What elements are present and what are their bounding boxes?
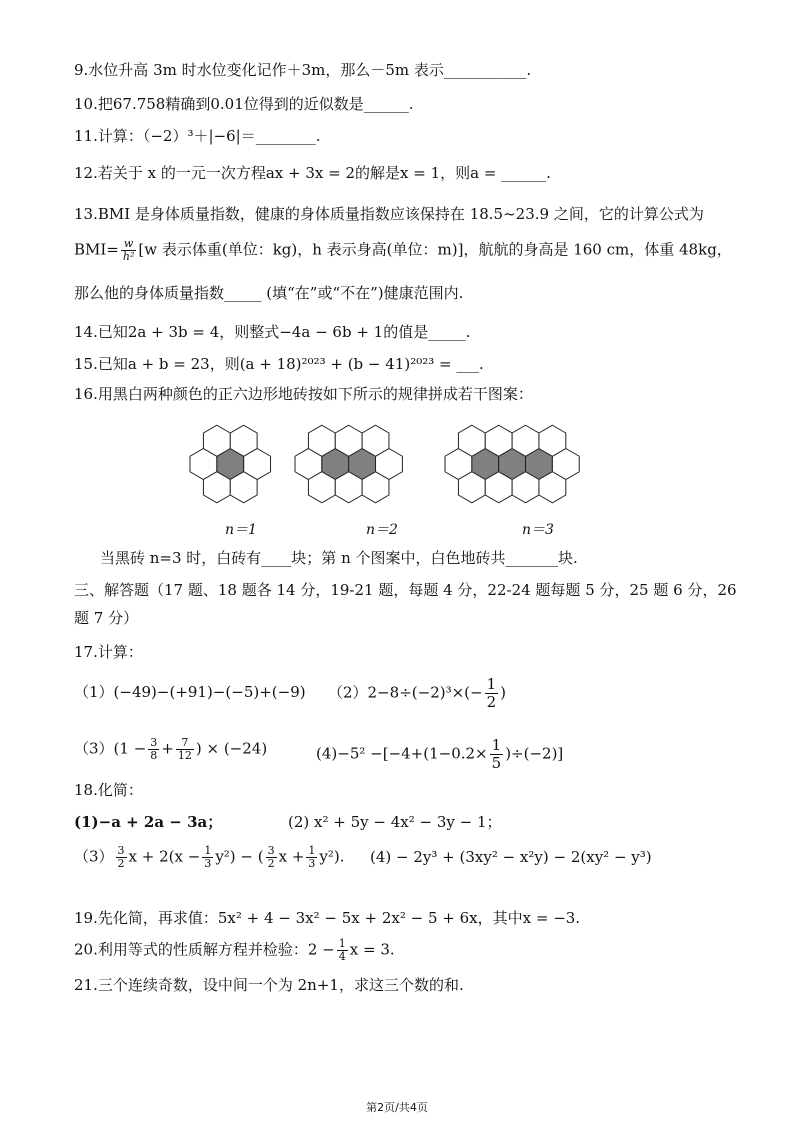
caption-n3: n＝3 bbox=[522, 522, 554, 538]
question-21: 21.三个连续奇数，设中间一个为 2n+1，求这三个数的和. bbox=[74, 976, 464, 994]
question-16-answer: 当黑砖 n=3 时，白砖有____块；第 n 个图案中，白色地砖共_______块. bbox=[100, 549, 578, 567]
caption-n2: n＝2 bbox=[366, 522, 398, 538]
q20-den: 4 bbox=[338, 950, 346, 963]
bmi-prefix: BMI= bbox=[74, 240, 119, 259]
q17-3-prefix: （3）(1 − bbox=[74, 739, 147, 758]
question-10: 10.把67.758精确到0.01位得到的近似数是______. bbox=[74, 95, 414, 113]
q18-3-p4: x + bbox=[278, 847, 305, 866]
question-13-line2 bbox=[74, 238, 734, 263]
q17-2-prefix: （2）2−8÷(−2)³×(− bbox=[328, 683, 483, 702]
q20-num: 1 bbox=[338, 937, 346, 950]
q18-3-p3: y²) − ( bbox=[215, 847, 264, 866]
q17-3-f1-num: 3 bbox=[150, 736, 158, 749]
q17-4-den: 5 bbox=[491, 754, 502, 772]
q18-3-p5: y²). bbox=[319, 847, 345, 866]
q17-4-suffix: )÷(−2)] bbox=[505, 744, 564, 763]
q18-3-p2: x + 2(x − bbox=[128, 847, 201, 866]
bmi-suffix: [w 表示体重(单位：kg)，h 表示身高(单位：m)]，航航的身高是 160 cm，体重 48kg， bbox=[138, 240, 732, 259]
bmi-numerator: w bbox=[121, 238, 137, 251]
question-18-4: (4) − 2y³ + (3xy² − x²y) − 2(xy² − y³) bbox=[370, 848, 652, 866]
q20-suffix: x = 3. bbox=[349, 940, 395, 959]
section-3-heading-line1: 三、解答题（17 题、18 题各 14 分，19-21 题，每题 4 分，22-24 题每题 5 分，25 题 6 分，26 bbox=[74, 581, 737, 599]
q17-3-fraction-2 bbox=[176, 737, 194, 762]
question-18-2: (2) x² + 5y − 4x² − 3y − 1； bbox=[288, 813, 502, 831]
q17-3-fraction-1 bbox=[148, 737, 159, 762]
q20-prefix: 20.利用等式的性质解方程并检验：2 − bbox=[74, 940, 335, 959]
question-13-line1: 13.BMI 是身体质量指数，健康的身体质量指数应该保持在 18.5~23.9 之间，它的计算公式为 bbox=[74, 205, 704, 223]
question-17-1: （1）(−49)−(+91)−(−5)+(−9) bbox=[74, 683, 306, 701]
question-14: 14.已知2a + 3b = 4，则整式−4a − 6b + 1的值是_____. bbox=[74, 323, 471, 341]
question-17-2 bbox=[328, 676, 734, 711]
q18-3-frac-d: $\frac{1}{3}$ bbox=[308, 844, 316, 870]
q18-3-label: （3） bbox=[74, 847, 114, 866]
q17-2-fraction bbox=[485, 676, 499, 711]
q17-4-num: 1 bbox=[491, 736, 502, 754]
q17-2-den: 2 bbox=[486, 693, 497, 711]
question-9: 9.水位升高 3m 时水位变化记作＋3m，那么－5m 表示___________. bbox=[74, 61, 532, 79]
bmi-denominator: h² bbox=[122, 250, 135, 263]
q20-fraction bbox=[337, 938, 348, 963]
q17-3-f1-den: 8 bbox=[150, 749, 158, 762]
question-12: 12.若关于 x 的一元一次方程ax + 3x = 2的解是x = 1，则a = ______. bbox=[74, 164, 551, 182]
q17-2-suffix: ) bbox=[500, 683, 506, 702]
hexagon-tile-patterns bbox=[180, 418, 620, 510]
q18-3-frac-b: $\frac{1}{3}$ bbox=[204, 844, 212, 870]
page-footer: 第2页/共4页 bbox=[366, 1101, 428, 1114]
caption-n1: n＝1 bbox=[225, 522, 257, 538]
question-13-line3: 那么他的身体质量指数_____ (填“在”或“不在”)健康范围内. bbox=[74, 284, 464, 302]
q17-4-prefix: (4)−5² −[−4+(1−0.2× bbox=[316, 744, 488, 763]
question-20 bbox=[74, 938, 734, 963]
section-3-heading-line2: 题 7 分） bbox=[74, 609, 139, 627]
q17-4-fraction bbox=[490, 737, 504, 772]
question-17: 17.计算： bbox=[74, 643, 143, 661]
q17-3-f2-den: 12 bbox=[177, 749, 192, 762]
question-19: 19.先化简，再求值：5x² + 4 − 3x² − 5x + 2x² − 5 + 6x，其中x = −3. bbox=[74, 909, 581, 927]
question-15: 15.已知a + b = 23，则(a + 18)²⁰²³ + (b − 41)²⁰²³ = ___. bbox=[74, 355, 484, 373]
question-17-4 bbox=[316, 737, 734, 772]
q18-3-frac-c: $\frac{3}{2}$ bbox=[267, 844, 275, 870]
question-11: 11.计算：（−2）³＋|−6|＝________. bbox=[74, 127, 321, 145]
question-18: 18.化简： bbox=[74, 781, 143, 799]
bmi-fraction bbox=[121, 238, 137, 263]
q17-3-f2-num: 7 bbox=[176, 737, 194, 750]
q17-3-suffix: ) × (−24) bbox=[195, 739, 268, 758]
question-18-1: (1)−a + 2a − 3a； bbox=[74, 813, 223, 831]
q17-3-mid: + bbox=[161, 739, 174, 758]
q18-3-frac-a: $\frac{3}{2}$ bbox=[117, 844, 125, 870]
question-16: 16.用黑白两种颜色的正六边形地砖按如下所示的规律拼成若干图案： bbox=[74, 385, 533, 403]
q17-2-num: 1 bbox=[486, 675, 497, 693]
